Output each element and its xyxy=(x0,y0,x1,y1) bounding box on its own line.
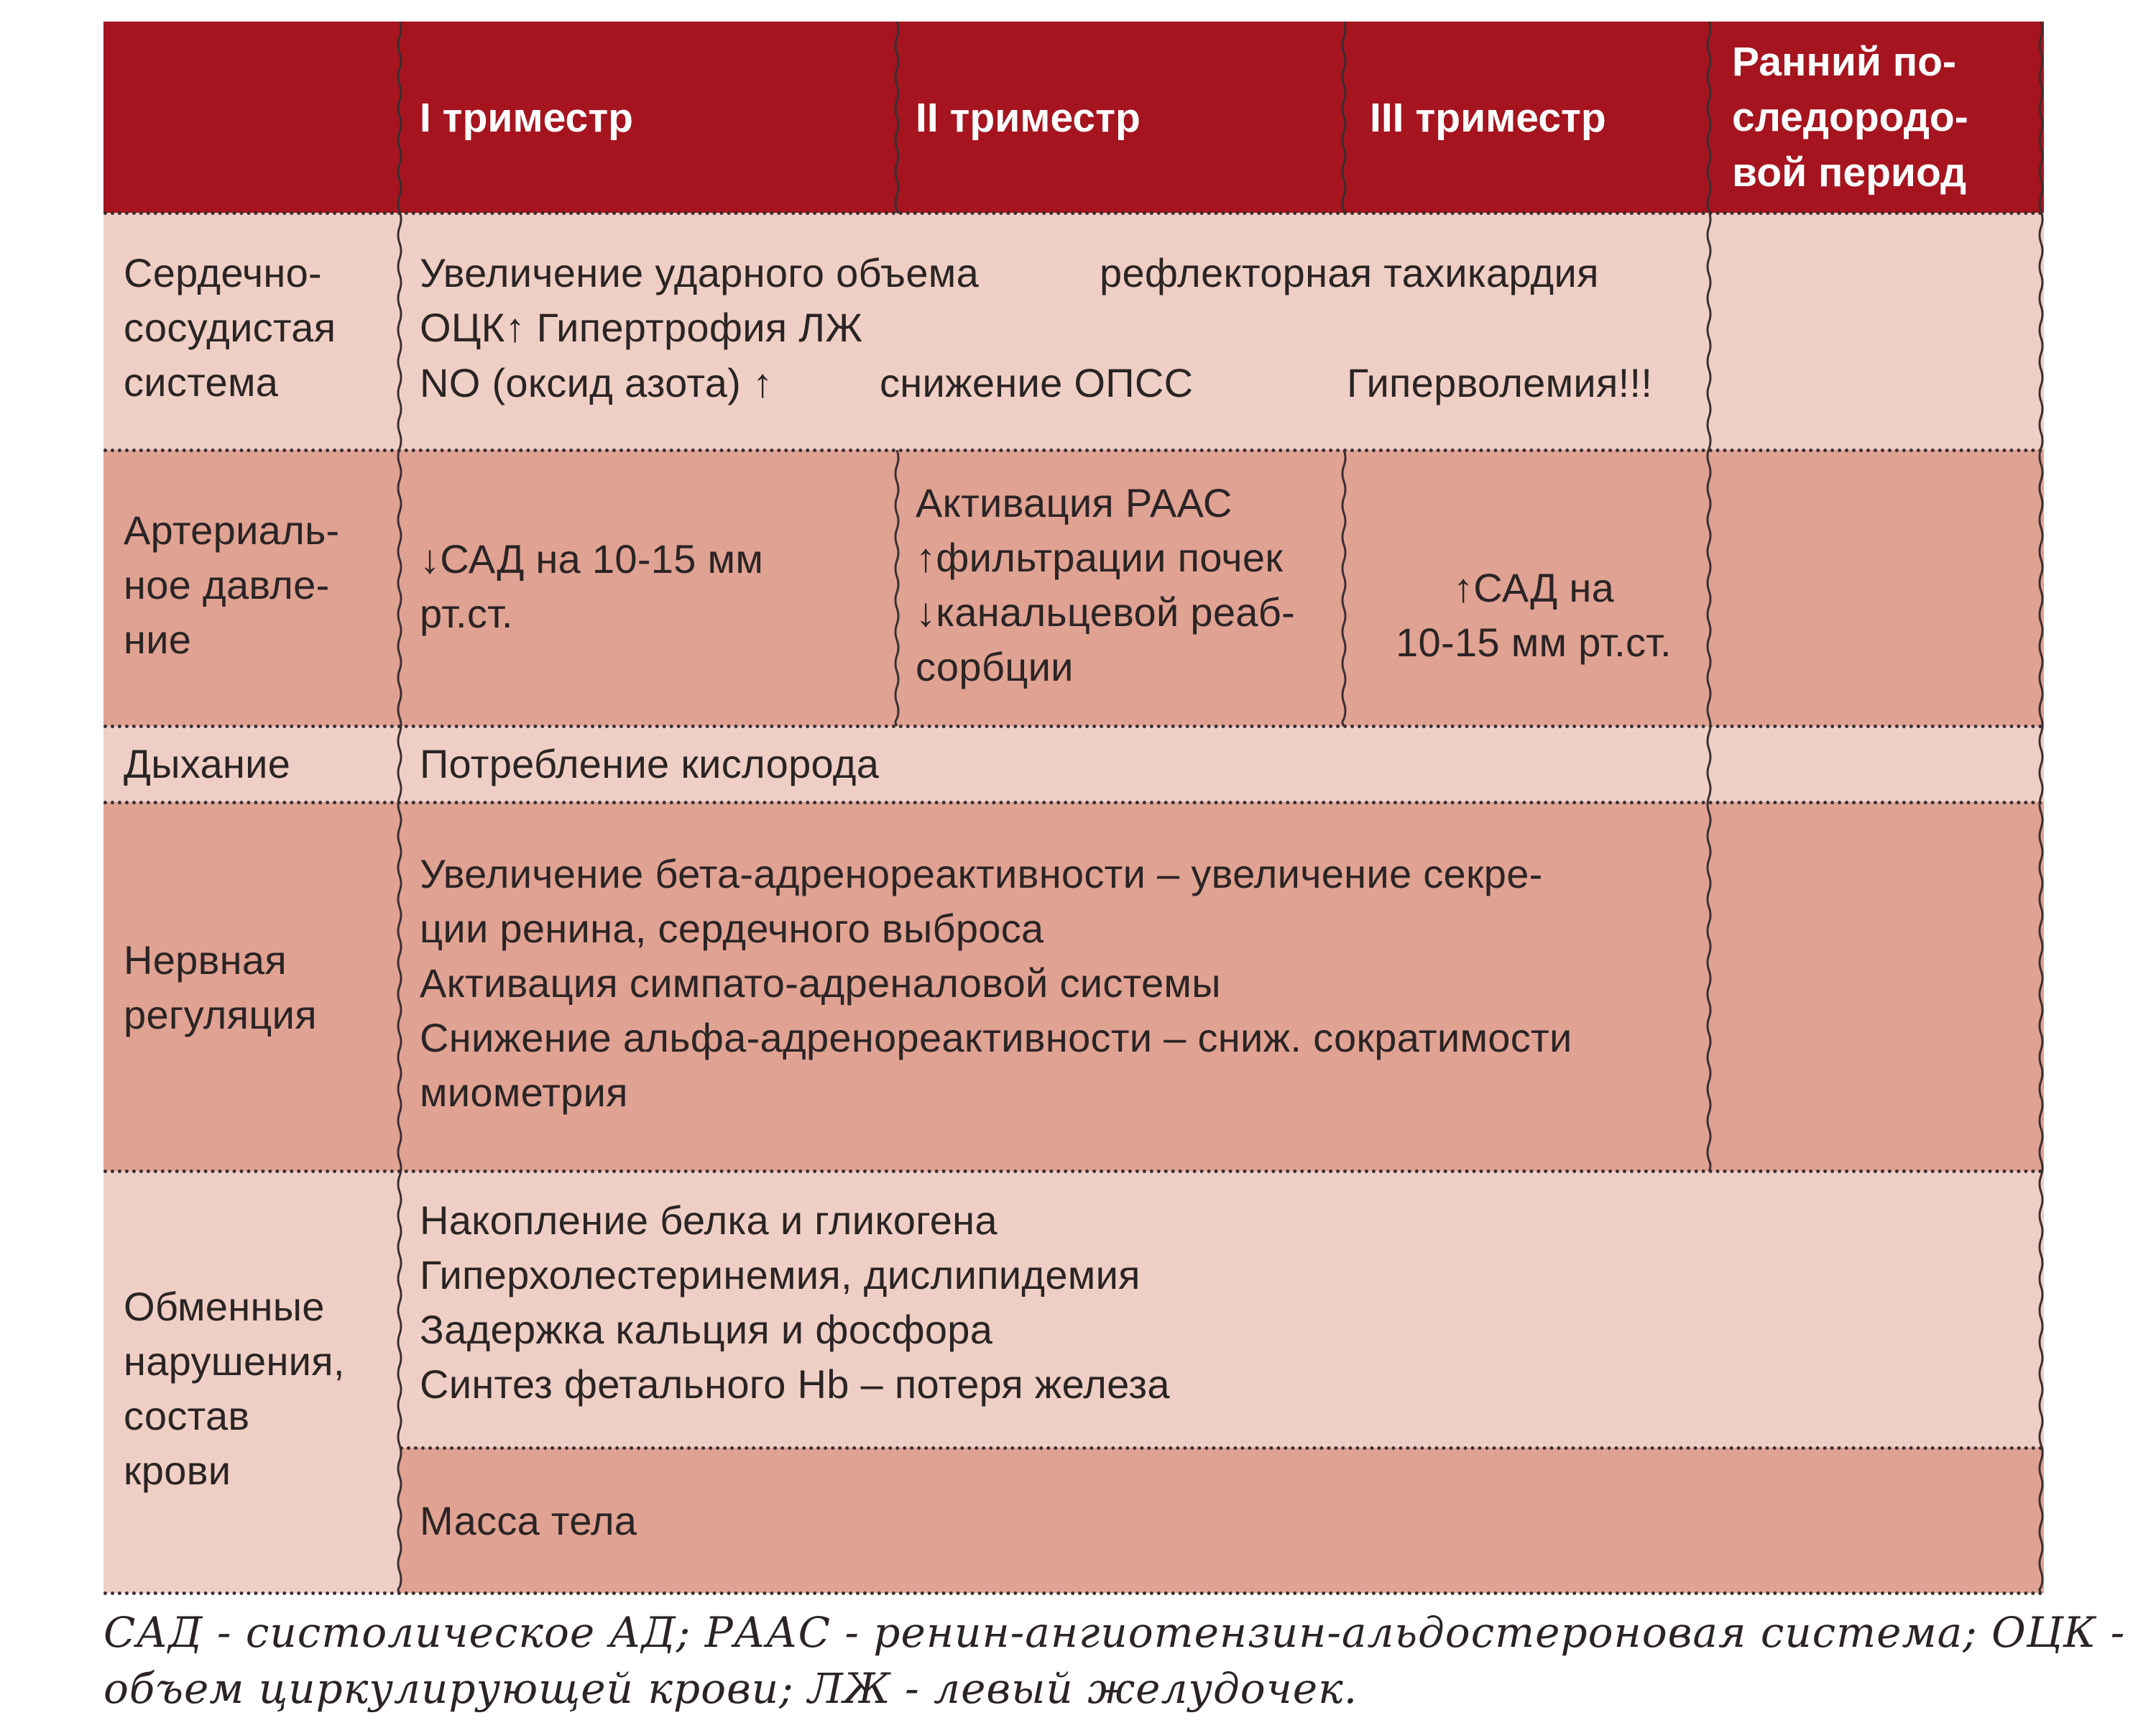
cardio-label: Сердечно- сосудистая система xyxy=(124,250,336,405)
bp-trimester-3: ↑САД на 10-15 мм рт.ст. xyxy=(1396,565,1672,665)
metab-label: Обменные нарушения, состав крови xyxy=(124,1284,345,1493)
cardio-no: NO (оксид азота) ↑ xyxy=(420,360,773,405)
bp-trimester-2: Активация РААС ↑фильтрации почек ↓канальцевой реаб- сорбции xyxy=(916,480,1296,689)
neuro-text: Увеличение бета-адренореактивности – увеличение секре- ции ренина, сердечного выброса Активация симпато-адреналовой системы Снижение альфа-адренореактивности – сниж. сократимости миометрия xyxy=(420,851,1572,1115)
resp-label: Дыхание xyxy=(124,741,291,786)
resp-text: Потребление кислорода xyxy=(420,741,880,786)
metab-text: Накопление белка и гликогена Гиперхолестеринемия, дислипидемия Задержка кальция и фосфора Синтез фетального Hb – потеря железа xyxy=(420,1198,1170,1407)
cardio-hypervolemia: Гиперволемия!!! xyxy=(1347,360,1653,405)
cardio-reflex-tachycardia: рефлекторная тахикардия xyxy=(1100,250,1599,295)
wavy-column-line xyxy=(2040,22,2042,1593)
footnote: САД - систолическое АД; РААС - ренин-ангиотензин-альдостероновая система; ОЦК - объем циркулирующей крови; ЛЖ - левый желудочек. xyxy=(103,1608,2126,1713)
bp-label: Артериаль- ное давле- ние xyxy=(124,507,340,662)
physiology-table xyxy=(103,22,2044,1593)
cardio-bcv-lvh: ОЦК↑ Гипертрофия ЛЖ xyxy=(420,305,863,350)
header-trimester-1: I триместр xyxy=(420,95,633,141)
wavy-column-line xyxy=(1708,22,1710,1171)
cardio-tpr: снижение ОПСС xyxy=(880,360,1194,405)
wavy-column-line xyxy=(1342,450,1345,726)
weight-text: Масса тела xyxy=(420,1498,637,1543)
header-trimester-3: III триместр xyxy=(1370,95,1606,141)
header-postpartum: Ранний по- следородо- вой период xyxy=(1732,39,1968,196)
wavy-column-line xyxy=(398,22,401,1593)
cardio-stroke-volume: Увеличение ударного объема xyxy=(420,250,980,295)
header-trimester-2: II триместр xyxy=(916,95,1141,141)
column-separators xyxy=(103,22,2044,1593)
neuro-label: Нервная регуляция xyxy=(124,937,317,1037)
wavy-column-line xyxy=(1342,22,1345,213)
bp-trimester-1: ↓САД на 10-15 мм рт.ст. xyxy=(420,536,764,636)
wavy-column-line xyxy=(895,450,898,726)
wavy-column-line xyxy=(895,22,898,213)
